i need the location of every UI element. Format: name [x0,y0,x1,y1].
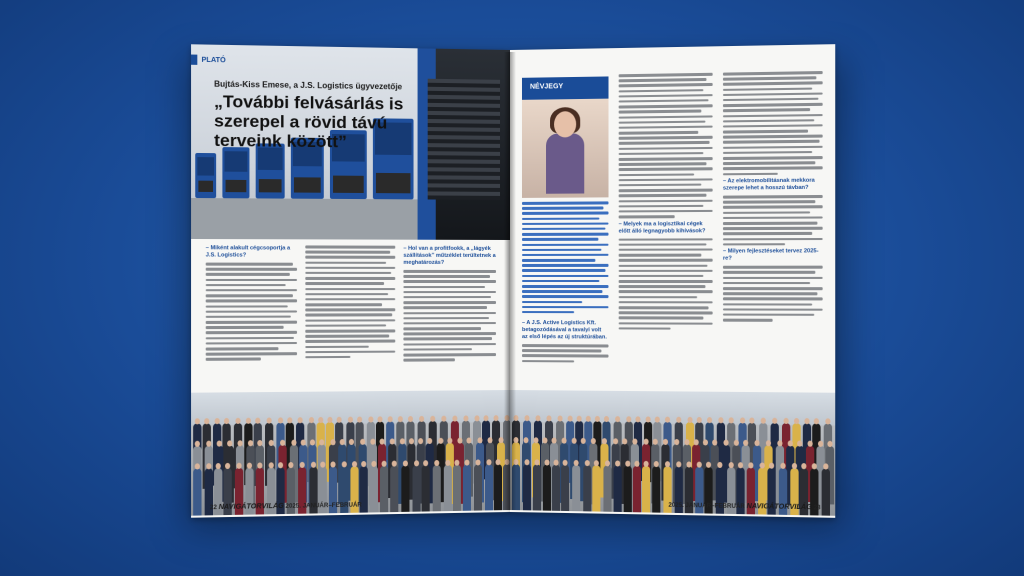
article-column-r3 [723,71,823,324]
group-member [474,464,482,515]
question: – Az elektromobilitásnak mekkora szerepe lehet a hosszú távban? [722,177,815,192]
brand-logo: NAVIGÁTORVILÁG [218,502,284,512]
group-member [413,465,421,515]
group-member [633,466,641,516]
group-member [561,465,569,516]
group-member [463,465,471,516]
group-member [572,465,580,516]
group-member [494,464,502,516]
group-member [652,466,660,516]
group-member [614,465,622,515]
group-member [485,464,493,515]
profile-label: NÉVJEGY [522,76,609,99]
group-member [444,465,452,516]
group-member [592,465,600,516]
group-member [390,466,398,516]
group-photo-right [510,390,835,516]
group-member [401,465,409,515]
article-column-2 [305,245,395,361]
left-page [191,44,510,517]
group-member [422,465,430,516]
group-member [523,464,531,516]
article-column-r2 [619,73,713,333]
group-member [603,465,611,515]
truck-fleet-photo [191,44,510,240]
right-page [510,44,835,518]
question: – Miként alakult cégcsoportja a J.S. Logistics? [205,245,291,259]
portrait-photo [522,99,609,198]
section-label: PLATÓ [201,56,226,65]
question: – Melyek ma a logisztikai cégek előtt álló legnagyobb kihívások? [618,220,706,235]
group-member [453,465,461,515]
page-number: 22 [209,504,217,512]
article-column-r1b [522,320,609,365]
group-member [624,466,632,516]
group-member [552,465,560,516]
group-member [822,468,830,515]
article-column-1 [206,245,297,363]
byline: Bujtás-Kiss Emese, a J.S. Logistics ügyvezetője [214,79,403,92]
group-member [193,468,201,515]
question: – Milyen fejlesztéseket tervez 2025-re? [722,248,819,262]
group-member [370,466,378,516]
profile-bio [522,201,609,316]
group-member [543,464,551,515]
article-column-3 [403,246,496,364]
magazine-spine [504,52,516,510]
group-member [642,466,650,516]
group-member [533,464,541,515]
group-member [380,466,388,516]
question: – Hol van a profitfookk, a „lágyék szállítások” műtzéklet terültetnek a meghatározás? [403,245,496,266]
group-member [583,465,591,516]
group-photo-left [191,390,510,516]
brand-logo: NAVIGÁTORVILÁG [746,503,812,512]
group-member [433,465,441,516]
page-number: 23 [813,505,821,512]
headline: „További felvásárlás is szerepel a rövid távú terveink között” [214,91,404,152]
issue-date: 2025. JANUÁR–FEBRUÁR [285,502,362,510]
question: – A J.S. Active Logistics Kft. betagozódásával a tavalyi volt az első lépés az új struktúrában. [521,320,607,341]
section-marker [191,55,197,65]
issue-date: 2025. JANUÁR–FEBRUÁR [668,502,745,511]
